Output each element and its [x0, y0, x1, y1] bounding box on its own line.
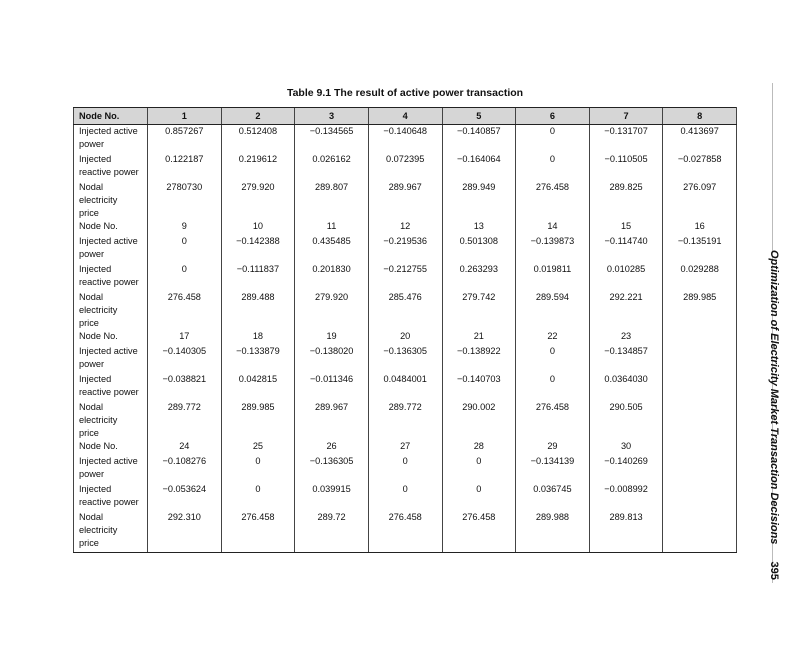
- table-cell: −0.140269: [589, 455, 663, 483]
- table-cell: −0.027858: [663, 153, 737, 181]
- row-label-injected-active: [74, 345, 148, 373]
- row-label-line: Nodal: [79, 292, 104, 302]
- table-cell: 0.0484001: [368, 373, 442, 401]
- table-cell: −0.219536: [368, 235, 442, 263]
- table-cell: 12: [368, 220, 442, 235]
- table-cell: −0.135191: [663, 235, 737, 263]
- table-cell: 0.026162: [295, 153, 369, 181]
- table-cell: 14: [516, 220, 590, 235]
- table-cell: 289.967: [295, 401, 369, 440]
- table-cell: −0.110505: [589, 153, 663, 181]
- table-cell: [663, 345, 737, 373]
- table-cell: 0.512408: [221, 125, 295, 154]
- table-cell: 289.594: [516, 291, 590, 330]
- row-label-nodal-price: [74, 511, 148, 553]
- table-cell: 279.920: [221, 181, 295, 220]
- table-cell: 0.857267: [148, 125, 222, 154]
- table-cell: 0.201830: [295, 263, 369, 291]
- table-cell: 0.036745: [516, 483, 590, 511]
- table-cell: [663, 440, 737, 455]
- header-col-5: 5: [442, 108, 516, 125]
- table-cell: 0.413697: [663, 125, 737, 154]
- table-cell: 27: [368, 440, 442, 455]
- running-head: [768, 250, 780, 580]
- row-label-line: reactive power: [79, 497, 139, 507]
- table-cell: −0.008992: [589, 483, 663, 511]
- table-body: [74, 125, 737, 553]
- table-cell: [663, 455, 737, 483]
- header-col-3: 3: [295, 108, 369, 125]
- table-cell: −0.108276: [148, 455, 222, 483]
- table-cell: 21: [442, 330, 516, 345]
- table-row: [74, 181, 737, 220]
- table-row: [74, 220, 737, 235]
- table-cell: 0: [516, 345, 590, 373]
- table-cell: 279.742: [442, 291, 516, 330]
- row-label-line: Injected: [79, 264, 112, 274]
- row-label-line: electricity: [79, 415, 118, 425]
- table-cell: 20: [368, 330, 442, 345]
- table-cell: −0.133879: [221, 345, 295, 373]
- row-label-line: Injected active: [79, 236, 138, 246]
- row-label-line: Injected: [79, 374, 112, 384]
- table-row: [74, 330, 737, 345]
- table-cell: −0.138922: [442, 345, 516, 373]
- row-label-line: Injected active: [79, 346, 138, 356]
- table-cell: 23: [589, 330, 663, 345]
- table-cell: 0.219612: [221, 153, 295, 181]
- row-label-line: Injected active: [79, 456, 138, 466]
- table-cell: 25: [221, 440, 295, 455]
- table-cell: 29: [516, 440, 590, 455]
- table-row: [74, 125, 737, 154]
- row-label-nodal-price: [74, 291, 148, 330]
- row-label-injected-active: [74, 455, 148, 483]
- row-label-node-no: [74, 220, 148, 235]
- table-cell: 276.097: [663, 181, 737, 220]
- table-cell: 0.039915: [295, 483, 369, 511]
- row-label-injected-reactive: [74, 263, 148, 291]
- row-label-injected-active: [74, 235, 148, 263]
- row-label-line: Nodal: [79, 182, 104, 192]
- table-row: [74, 483, 737, 511]
- table-cell: −0.111837: [221, 263, 295, 291]
- table-cell: [663, 483, 737, 511]
- row-label-line: price: [79, 538, 99, 548]
- table-cell: 276.458: [516, 181, 590, 220]
- table-cell: [663, 401, 737, 440]
- table-cell: 26: [295, 440, 369, 455]
- row-label-node-no: [74, 440, 148, 455]
- table-cell: 289.72: [295, 511, 369, 553]
- row-label-line: reactive power: [79, 387, 139, 397]
- table-cell: 28: [442, 440, 516, 455]
- row-label-line: reactive power: [79, 167, 139, 177]
- table-cell: 0: [368, 455, 442, 483]
- table-row: [74, 401, 737, 440]
- table-cell: 289.967: [368, 181, 442, 220]
- table-cell: −0.212755: [368, 263, 442, 291]
- table-cell: 276.458: [516, 401, 590, 440]
- table-cell: 289.488: [221, 291, 295, 330]
- row-label-line: price: [79, 208, 99, 218]
- table-cell: 289.988: [516, 511, 590, 553]
- table-cell: 276.458: [148, 291, 222, 330]
- table-cell: 292.221: [589, 291, 663, 330]
- table-cell: 16: [663, 220, 737, 235]
- row-label-line: Node No.: [79, 221, 118, 231]
- table-cell: 0: [516, 125, 590, 154]
- table-cell: 289.772: [368, 401, 442, 440]
- table-row: [74, 373, 737, 401]
- table-cell: −0.140648: [368, 125, 442, 154]
- table-row: [74, 153, 737, 181]
- table-cell: 0: [442, 483, 516, 511]
- row-label-line: power: [79, 249, 105, 259]
- row-label-line: Injected: [79, 484, 112, 494]
- row-label-injected-active: [74, 125, 148, 154]
- table-row: [74, 455, 737, 483]
- table-cell: −0.011346: [295, 373, 369, 401]
- table-cell: −0.140857: [442, 125, 516, 154]
- table-cell: −0.038821: [148, 373, 222, 401]
- row-label-nodal-price: [74, 401, 148, 440]
- header-col-4: 4: [368, 108, 442, 125]
- table-row: [74, 235, 737, 263]
- row-label-injected-reactive: [74, 373, 148, 401]
- table-caption: Table 9.1 The result of active power transaction: [286, 87, 524, 99]
- running-head-title: Optimization of Electricity Market Transaction Decisions: [768, 250, 780, 545]
- table-cell: 279.920: [295, 291, 369, 330]
- table-cell: −0.053624: [148, 483, 222, 511]
- row-label-line: price: [79, 318, 99, 328]
- table-cell: −0.138020: [295, 345, 369, 373]
- table-cell: −0.134857: [589, 345, 663, 373]
- table-cell: 276.458: [221, 511, 295, 553]
- table-cell: 17: [148, 330, 222, 345]
- table-cell: −0.140305: [148, 345, 222, 373]
- table-cell: −0.134565: [295, 125, 369, 154]
- row-label-line: Nodal: [79, 512, 104, 522]
- table-cell: 289.985: [221, 401, 295, 440]
- table-cell: 0.072395: [368, 153, 442, 181]
- table-cell: 0.029288: [663, 263, 737, 291]
- table-cell: 24: [148, 440, 222, 455]
- table-cell: 0: [221, 483, 295, 511]
- table-cell: 289.825: [589, 181, 663, 220]
- table-cell: 11: [295, 220, 369, 235]
- row-label-line: electricity: [79, 305, 118, 315]
- header-node-no: Node No.: [74, 108, 148, 125]
- row-label-line: Injected active: [79, 126, 138, 136]
- table-cell: −0.136305: [295, 455, 369, 483]
- table-cell: 0: [516, 373, 590, 401]
- table-row: [74, 263, 737, 291]
- table-cell: 289.772: [148, 401, 222, 440]
- table-cell: −0.136305: [368, 345, 442, 373]
- table-row: [74, 345, 737, 373]
- table-cell: −0.142388: [221, 235, 295, 263]
- table-cell: 276.458: [442, 511, 516, 553]
- table-cell: 276.458: [368, 511, 442, 553]
- row-label-line: power: [79, 469, 105, 479]
- table-cell: −0.139873: [516, 235, 590, 263]
- row-label-line: price: [79, 428, 99, 438]
- table-cell: −0.140703: [442, 373, 516, 401]
- header-col-1: 1: [148, 108, 222, 125]
- table-cell: 22: [516, 330, 590, 345]
- table-cell: 19: [295, 330, 369, 345]
- table-cell: 290.002: [442, 401, 516, 440]
- header-col-7: 7: [589, 108, 663, 125]
- table-cell: 2780730: [148, 181, 222, 220]
- table-cell: 0: [442, 455, 516, 483]
- row-label-line: power: [79, 359, 105, 369]
- result-table: [73, 107, 737, 553]
- table-cell: 0.010285: [589, 263, 663, 291]
- page-number: 395: [768, 561, 780, 580]
- table-cell: 10: [221, 220, 295, 235]
- row-label-injected-reactive: [74, 153, 148, 181]
- row-label-injected-reactive: [74, 483, 148, 511]
- table-cell: −0.114740: [589, 235, 663, 263]
- table-cell: 0: [148, 263, 222, 291]
- table-cell: 18: [221, 330, 295, 345]
- table-cell: 290.505: [589, 401, 663, 440]
- table-cell: 0: [221, 455, 295, 483]
- table-cell: [663, 330, 737, 345]
- table-cell: 0.122187: [148, 153, 222, 181]
- table-cell: 9: [148, 220, 222, 235]
- table-cell: 0.435485: [295, 235, 369, 263]
- table-cell: 13: [442, 220, 516, 235]
- table-header-row: [74, 108, 737, 125]
- table-cell: [663, 511, 737, 553]
- row-label-nodal-price: [74, 181, 148, 220]
- table-cell: −0.164064: [442, 153, 516, 181]
- table-row: [74, 291, 737, 330]
- table-cell: 289.807: [295, 181, 369, 220]
- table-cell: 0.019811: [516, 263, 590, 291]
- table-cell: 289.813: [589, 511, 663, 553]
- table-cell: 289.949: [442, 181, 516, 220]
- table-row: [74, 440, 737, 455]
- table-cell: 0.501308: [442, 235, 516, 263]
- table-cell: 285.476: [368, 291, 442, 330]
- row-label-line: Node No.: [79, 441, 118, 451]
- row-label-line: electricity: [79, 525, 118, 535]
- table-cell: 30: [589, 440, 663, 455]
- header-col-2: 2: [221, 108, 295, 125]
- table-cell: 15: [589, 220, 663, 235]
- table-cell: 0: [516, 153, 590, 181]
- row-label-line: electricity: [79, 195, 118, 205]
- table-row: [74, 511, 737, 553]
- row-label-node-no: [74, 330, 148, 345]
- table-cell: 289.985: [663, 291, 737, 330]
- table-cell: −0.134139: [516, 455, 590, 483]
- row-label-line: Nodal: [79, 402, 104, 412]
- table-cell: 292.310: [148, 511, 222, 553]
- row-label-line: reactive power: [79, 277, 139, 287]
- row-label-line: Node No.: [79, 331, 118, 341]
- table-cell: 0.0364030: [589, 373, 663, 401]
- table-cell: 0.263293: [442, 263, 516, 291]
- table-cell: [663, 373, 737, 401]
- row-label-line: power: [79, 139, 105, 149]
- header-col-6: 6: [516, 108, 590, 125]
- table-cell: 0: [368, 483, 442, 511]
- table-cell: 0: [148, 235, 222, 263]
- table-cell: −0.131707: [589, 125, 663, 154]
- header-col-8: 8: [663, 108, 737, 125]
- row-label-line: Injected: [79, 154, 112, 164]
- table-cell: 0.042815: [221, 373, 295, 401]
